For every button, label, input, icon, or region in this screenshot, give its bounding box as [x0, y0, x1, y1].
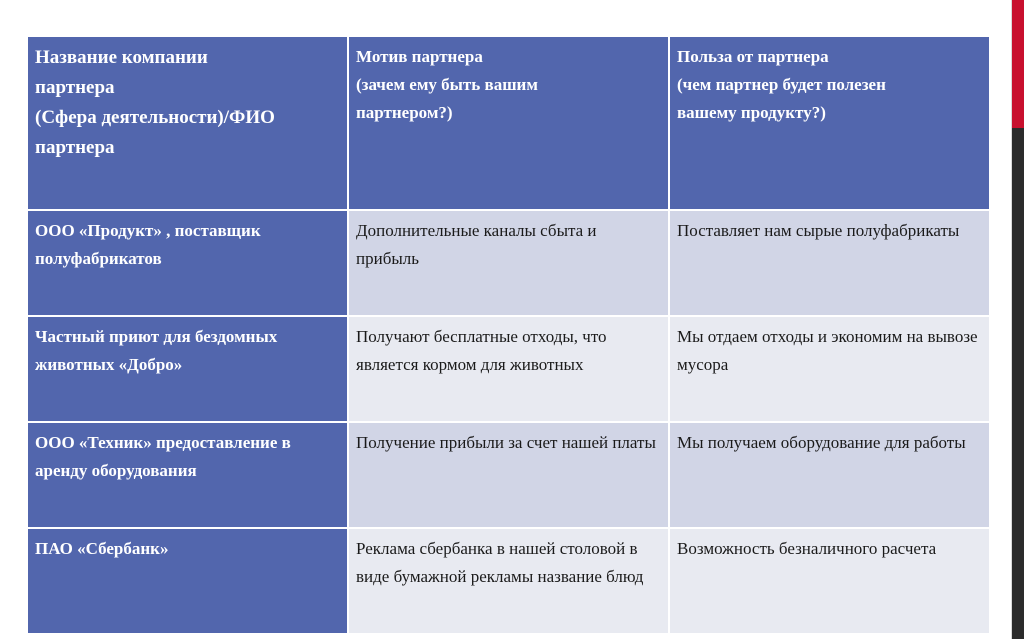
row-benefit-cell: Поставляет нам сырые полуфабрикаты — [669, 210, 990, 316]
header-company-line: (Сфера деятельности)/ФИО — [35, 107, 275, 128]
table-row — [27, 422, 990, 528]
header-benefit-line: вашему продукту?) — [677, 103, 826, 122]
header-company-line: партнера — [35, 77, 115, 98]
table-row — [27, 528, 990, 634]
row-company-cell: Частный приют для бездомных животных «Добро» — [27, 316, 348, 422]
header-benefit-line: (чем партнер будет полезен — [677, 75, 886, 94]
row-motive-cell: Реклама сбербанка в нашей столовой в виде бумажной рекламы название блюд — [348, 528, 669, 634]
row-benefit-cell: Мы отдаем отходы и экономим на вывозе мусора — [669, 316, 990, 422]
row-company-cell: ООО «Продукт» , поставщик полуфабрикатов — [27, 210, 348, 316]
row-benefit-cell: Мы получаем оборудование для работы — [669, 422, 990, 528]
header-company-cell — [27, 36, 348, 210]
row-company-cell: ПАО «Сбербанк» — [27, 528, 348, 634]
header-motive-line: (зачем ему быть вашим — [356, 75, 538, 94]
table-row — [27, 316, 990, 422]
row-motive-cell: Дополнительные каналы сбыта и прибыль — [348, 210, 669, 316]
row-company-cell: ООО «Техник» предоставление в аренду оборудования — [27, 422, 348, 528]
partners-table — [26, 35, 991, 635]
header-motive-line: партнером?) — [356, 103, 453, 122]
header-company-line: партнера — [35, 137, 115, 158]
table-row — [27, 210, 990, 316]
slide-edge-accent — [1012, 0, 1024, 128]
header-benefit-cell — [669, 36, 990, 210]
header-motive-line: Мотив партнера — [356, 47, 483, 66]
row-benefit-cell: Возможность безналичного расчета — [669, 528, 990, 634]
header-motive-cell — [348, 36, 669, 210]
row-motive-cell: Получение прибыли за счет нашей платы — [348, 422, 669, 528]
row-motive-cell: Получают бесплатные отходы, что является кормом для животных — [348, 316, 669, 422]
header-benefit-line: Польза от партнера — [677, 47, 829, 66]
header-company-line: Название компании — [35, 47, 208, 68]
table-header-row — [27, 36, 990, 210]
